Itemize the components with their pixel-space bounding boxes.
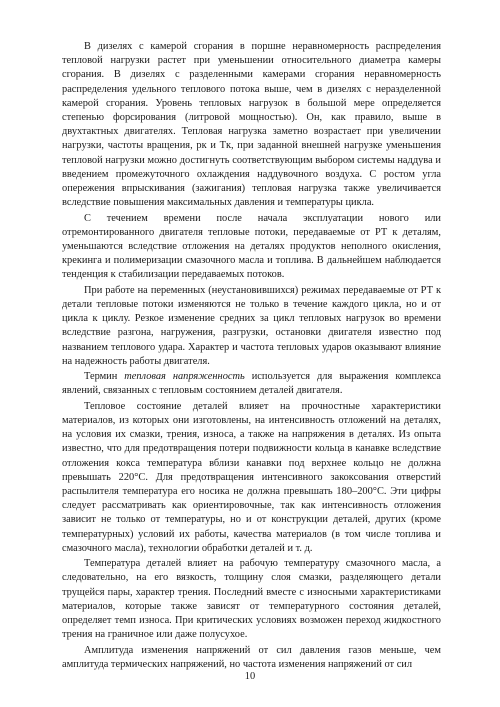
paragraph-5: Тепловое состояние деталей влияет на прочностные характеристики материалов, из которых они изготовлены, на интенсивность отложений на деталях, на условия их смазки, трения, износа, а также на напряжения в деталях. Из опыта известно, что для предотвращения потери подвижности кольца в канавке вследствие отложения кокса температура вблизи канавки под верхнее кольцо не должна превышать 220°С. Для предотвращения интенсивного закоксования отверстий распылителя температура его носика не должна превышать 180–200°С. Эти цифры следует рассматривать как ориентировочные, так как интенсивность отложения зависит не только от температуры, но и от конструкции деталей, других (кроме температурных) условий их работы, качества материалов (в том числе топлива и смазочного масла), технологии обработки деталей и т. д. [62,400,441,554]
paragraph-3: При работе на переменных (неустановившихся) режимах передаваемые от РТ к детали тепловые потоки изменяются не только в течение каждого цикла, но и от цикла к циклу. Резкое изменение средних за цикл тепловых нагрузок во времени вследствие разгона, нагружения, разгрузки, остановки двигателя известно под названием теплового удара. Характер и частота тепловых ударов оказывают влияние на надежность работы двигателя. [62,284,441,367]
term-rest: используется для выражения комплекса явлений, связанных с тепловым состоянием деталей двигателя. [62,371,441,397]
document-body [62,40,441,673]
term-emphasis: тепловая напряженность [124,371,245,383]
page-number: 10 [244,671,256,682]
paragraph-6: Температура деталей влияет на рабочую температуру смазочного масла, а следовательно, на его вязкость, толщину слоя смазки, разделяющего детали трущейся пары, характер трения. Последний вместе с износными характеристиками материалов, которые также зависят от температурного состояния деталей, определяет темп износа. При критических условиях возможен переход жидкостного трения на граничное или даже полусухое. [62,558,441,641]
paragraph-4 [62,370,441,398]
paragraph-1: В дизелях с камерой сгорания в поршне неравномерность распределения тепловой нагрузки растет при уменьшении относительного диаметра камеры сгорания. В дизелях с разделенными камерами сгорания неравномерность распределения удельного теплового потока выше, чем в дизелях с неразделенной камерой сгорания. Уровень тепловых нагрузок в большой мере определяется степенью форсирования (литровой мощностью). Он, как правило, выше в двухтактных двигателях. Тепловая нагрузка заметно возрастает при увеличении нагрузки, частоты вращения, pк и Tк, при заданной внешней нагрузке уменьшения тепловой нагрузки можно достигнуть соответствующим выбором системы наддува и введением промежуточного охлаждения наддувочного воздуха. С ростом угла опережения впрыскивания (зажигания) тепловая нагрузка также увеличивается вследствие повышения максимальных давления и температуры цикла. [62,41,441,209]
term-lead: Термин [84,371,125,383]
paragraph-7: Амплитуда изменения напряжений от сил давления газов меньше, чем амплитуда термических напряжений, но частота изменения напряжений от сил [62,644,441,670]
paragraph-2: С течением времени после начала эксплуатации нового или отремонтированного двигателя тепловые потоки, передаваемые от РТ к деталям, уменьшаются вследствие отложения на деталях продуктов неполного окисления, крекинга и полимеризации смазочного масла и топлива. В дальнейшем наблюдается тенденция к стабилизации передаваемых потоков. [62,212,441,281]
